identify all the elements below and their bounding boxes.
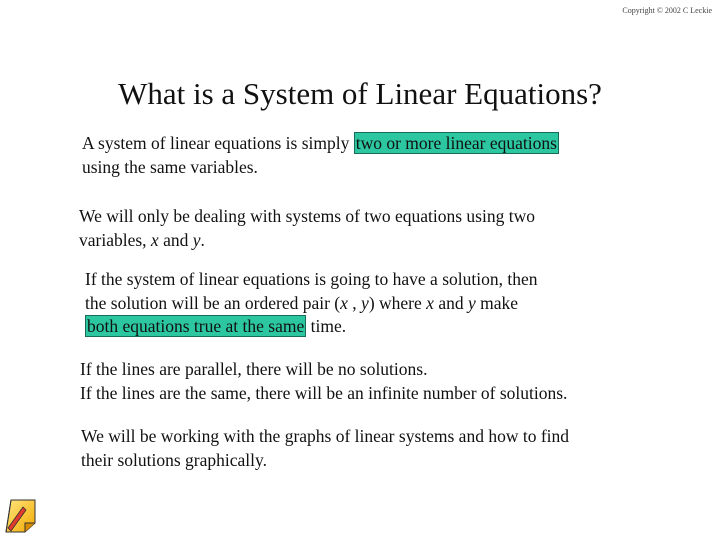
paragraph-text: their solutions graphically. [81, 449, 267, 470]
paragraph-text: If the lines are parallel, there will be no solutions. [80, 359, 428, 379]
paragraph-text: We will only be dealing with systems of two equations using two [79, 206, 535, 226]
paragraph-definition [82, 132, 559, 179]
paragraph-text: A system of linear equations is simply [82, 133, 354, 153]
variable-y: y [192, 229, 201, 250]
variable-x: x [426, 292, 434, 313]
paragraph-text: using the same variables. [82, 156, 258, 177]
variable-x: x [150, 229, 159, 250]
paragraph-text: variables, [79, 229, 151, 250]
paragraph-graphs [81, 425, 569, 472]
page-title: What is a System of Linear Equations? [118, 76, 602, 111]
paragraph-text: time. [306, 316, 347, 336]
highlighted-phrase: both equations true at the same [87, 316, 305, 336]
paragraph-cases [80, 358, 567, 405]
variable-y: y [361, 292, 369, 313]
variable-y: y [467, 292, 476, 313]
paragraph-text: and [158, 229, 193, 250]
paragraph-text: We will be working with the graphs of linear systems and how to find [81, 426, 570, 446]
slide-corner-icon[interactable] [3, 497, 39, 535]
paragraph-text: , [347, 292, 362, 313]
paragraph-text: If the lines are the same, there will be an infinite number of solutions. [80, 382, 568, 403]
paragraph-text: If the system of linear equations is going to have a solution, then [85, 269, 538, 289]
paragraph-text: ) where [368, 292, 427, 313]
copyright-notice: Copyright © 2002 C Leckie [622, 6, 712, 15]
paragraph-text: and [433, 292, 468, 313]
paragraph-text: the solution will be an ordered pair ( [85, 292, 341, 313]
highlighted-phrase: two or more linear equations [355, 133, 557, 153]
paragraph-two-variables [79, 205, 535, 252]
paragraph-solution [85, 268, 537, 339]
paragraph-text: make [475, 292, 519, 313]
variable-x: x [340, 292, 348, 313]
paragraph-text: . [200, 229, 205, 250]
